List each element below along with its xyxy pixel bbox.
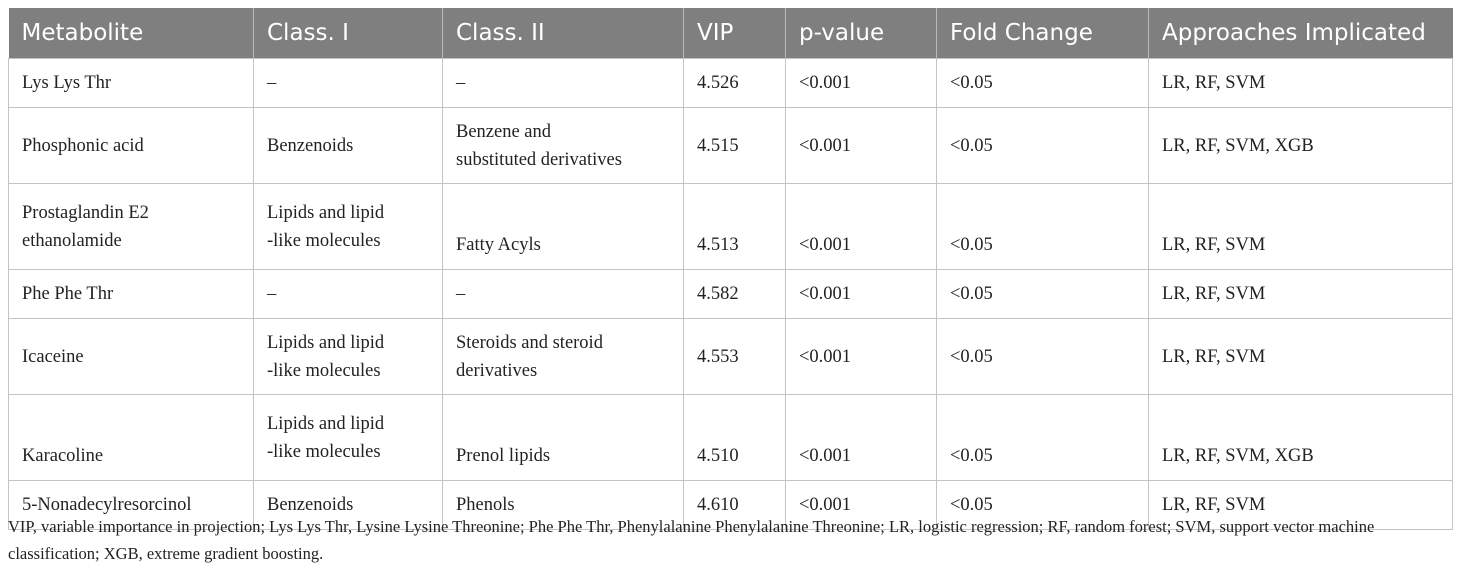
cell-metabolite: Phosphonic acid [9, 108, 254, 184]
cell-p-value: <0.001 [786, 319, 937, 395]
cell-metabolite: Lys Lys Thr [9, 59, 254, 108]
table-row [9, 319, 1453, 395]
cell-fold-change: <0.05 [937, 184, 1149, 270]
cell-metabolite: Karacoline [9, 395, 254, 481]
cell-metabolite: Icaceine [9, 319, 254, 395]
cell-approaches: LR, RF, SVM, XGB [1149, 108, 1453, 184]
table-row [9, 108, 1453, 184]
cell-class-2: Phenols [443, 481, 684, 530]
metabolite-table [8, 8, 1453, 530]
header-p-value: p-value [786, 8, 937, 59]
cell-class-1: – [254, 270, 443, 319]
table-footnote: VIP, variable importance in projection; Lys Lys Thr, Lysine Lysine Threonine; Phe Phe Thr, Phenylalanine Phenylalanine Threonine; LR, logistic regression; RF, random forest; SVM, support vector machine classification; XGB, extreme gradient boosting. [8, 517, 1375, 563]
table-header-row [9, 8, 1453, 59]
cell-metabolite: Prostaglandin E2 ethanolamide [9, 184, 254, 270]
cell-metabolite: Phe Phe Thr [9, 270, 254, 319]
metabolite-table-container [8, 8, 1452, 530]
cell-vip: 4.582 [684, 270, 786, 319]
cell-approaches: LR, RF, SVM [1149, 319, 1453, 395]
cell-class-1: Lipids and lipid -like molecules [254, 319, 443, 395]
header-fold-change: Fold Change [937, 8, 1149, 59]
table-row [9, 270, 1453, 319]
header-approaches: Approaches Implicated [1149, 8, 1453, 59]
cell-vip: 4.553 [684, 319, 786, 395]
cell-p-value: <0.001 [786, 108, 937, 184]
cell-p-value: <0.001 [786, 395, 937, 481]
cell-fold-change: <0.05 [937, 395, 1149, 481]
cell-class-1: – [254, 59, 443, 108]
cell-approaches: LR, RF, SVM [1149, 481, 1453, 530]
header-class-1: Class. I [254, 8, 443, 59]
header-vip: VIP [684, 8, 786, 59]
header-metabolite: Metabolite [9, 8, 254, 59]
cell-class-1: Lipids and lipid -like molecules [254, 395, 443, 481]
cell-vip: 4.510 [684, 395, 786, 481]
cell-vip: 4.526 [684, 59, 786, 108]
cell-fold-change: <0.05 [937, 59, 1149, 108]
cell-fold-change: <0.05 [937, 270, 1149, 319]
cell-approaches: LR, RF, SVM [1149, 59, 1453, 108]
cell-vip: 4.515 [684, 108, 786, 184]
table-row [9, 59, 1453, 108]
cell-class-2: Prenol lipids [443, 395, 684, 481]
cell-fold-change: <0.05 [937, 108, 1149, 184]
table-row [9, 395, 1453, 481]
cell-p-value: <0.001 [786, 59, 937, 108]
cell-class-2: Steroids and steroid derivatives [443, 319, 684, 395]
cell-class-2: Benzene and substituted derivatives [443, 108, 684, 184]
cell-vip: 4.610 [684, 481, 786, 530]
cell-p-value: <0.001 [786, 481, 937, 530]
cell-class-1: Benzenoids [254, 108, 443, 184]
cell-class-2: – [443, 270, 684, 319]
cell-fold-change: <0.05 [937, 481, 1149, 530]
cell-class-1: Lipids and lipid -like molecules [254, 184, 443, 270]
cell-approaches: LR, RF, SVM [1149, 270, 1453, 319]
cell-metabolite: 5-Nonadecylresorcinol [9, 481, 254, 530]
cell-fold-change: <0.05 [937, 319, 1149, 395]
cell-approaches: LR, RF, SVM [1149, 184, 1453, 270]
cell-vip: 4.513 [684, 184, 786, 270]
header-class-2: Class. II [443, 8, 684, 59]
table-row [9, 184, 1453, 270]
cell-class-2: – [443, 59, 684, 108]
cell-p-value: <0.001 [786, 184, 937, 270]
cell-class-2: Fatty Acyls [443, 184, 684, 270]
cell-p-value: <0.001 [786, 270, 937, 319]
cell-class-1: Benzenoids [254, 481, 443, 530]
cell-approaches: LR, RF, SVM, XGB [1149, 395, 1453, 481]
